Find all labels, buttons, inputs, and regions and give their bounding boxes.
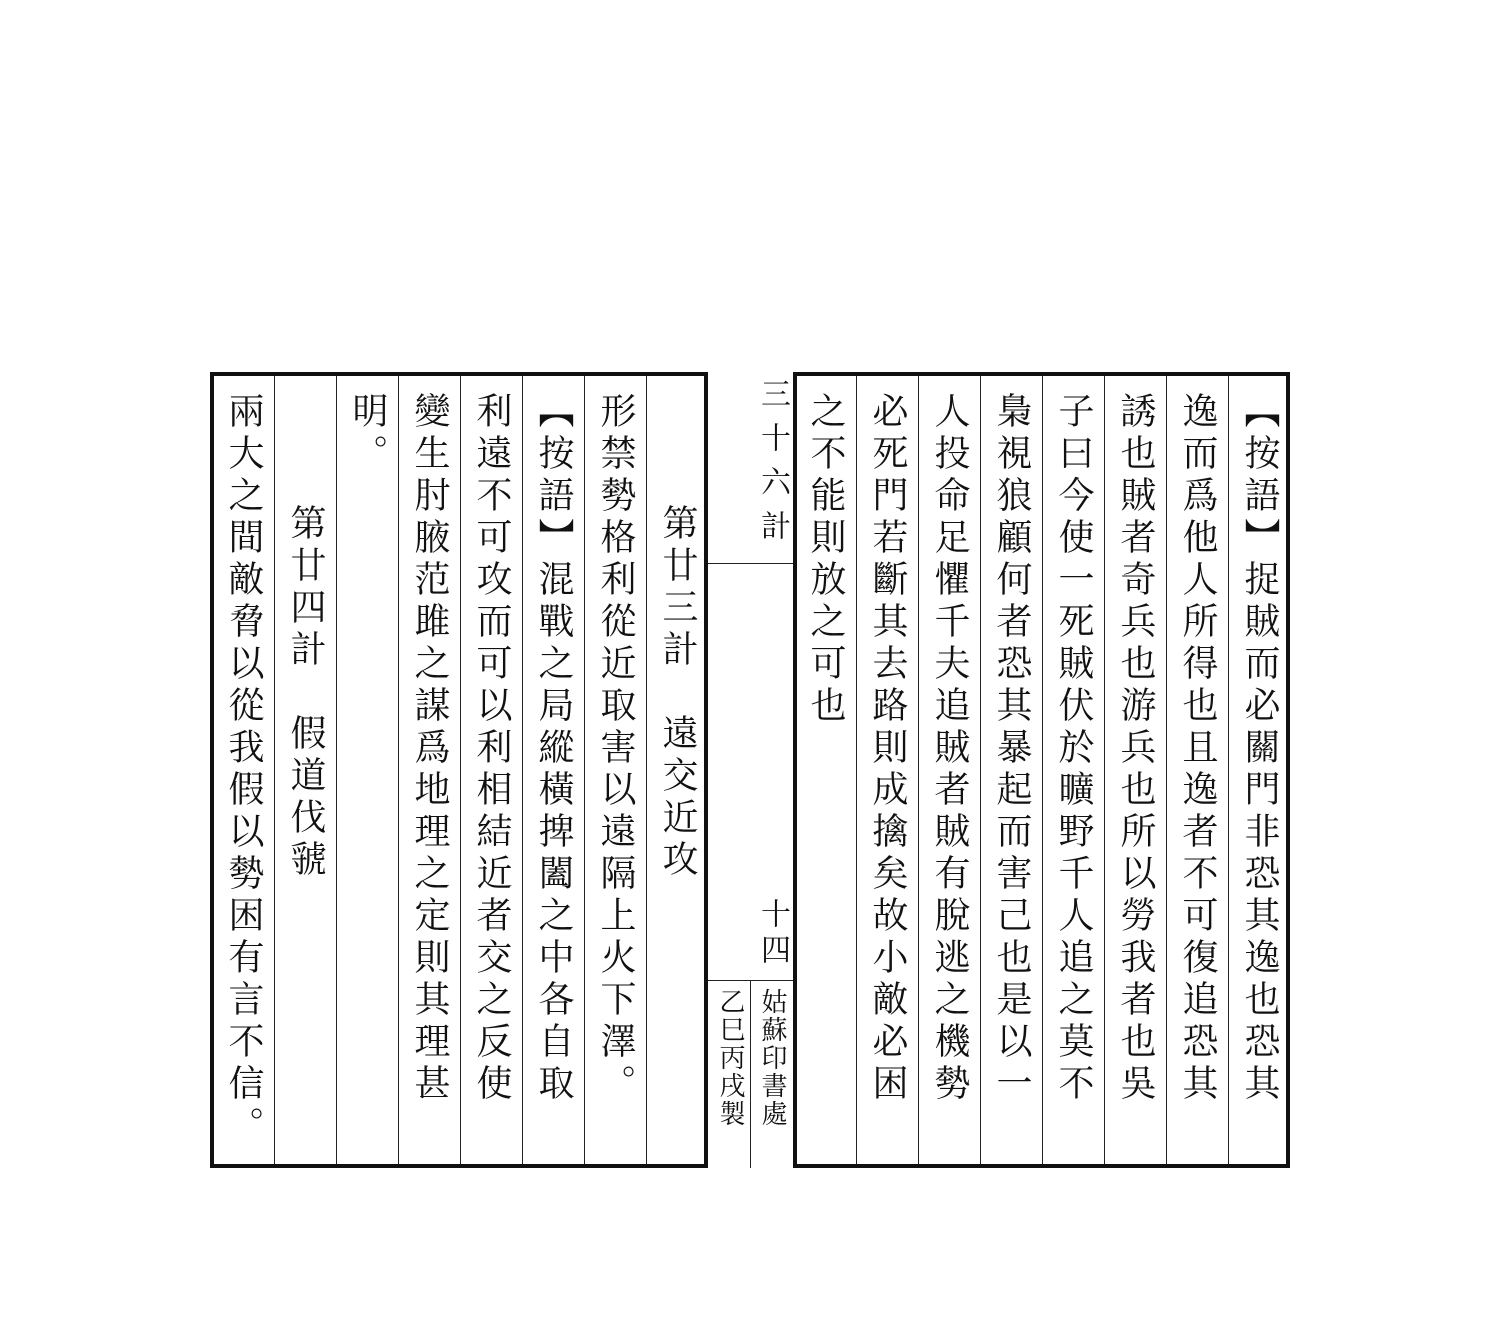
text-line: 變生肘腋范雎之謀爲地理之定則其理甚 [409, 392, 450, 1106]
text-line: 【按語】混戰之局縱橫捭闔之中各自取 [533, 392, 574, 1106]
edition: 乙巳丙戌製 [715, 988, 745, 1128]
text-column [460, 376, 522, 1164]
text-column [1166, 376, 1228, 1164]
text-line: 人投命足懼千夫追賊者賊有脫逃之機勢 [929, 392, 970, 1106]
chapter-heading-23: 第廿三計 遠交近攻 [657, 504, 698, 882]
text-column [980, 376, 1042, 1164]
text-column [1042, 376, 1104, 1164]
text-column [398, 376, 460, 1164]
text-column [1104, 376, 1166, 1164]
text-line: 誘也賊者奇兵也游兵也所以勞我者也吳 [1115, 392, 1156, 1106]
text-column [918, 376, 980, 1164]
text-column [522, 376, 584, 1164]
publisher: 姑蘇印書處 [757, 988, 787, 1128]
text-column [794, 376, 856, 1164]
text-line: 子曰今使一死賊伏於曠野千人追之莫不 [1053, 392, 1094, 1106]
left-page [210, 372, 708, 1168]
text-column [212, 376, 274, 1164]
text-line: 逸而爲他人所得也且逸者不可復追恐其 [1177, 392, 1218, 1106]
text-line: 梟視狼顧何者恐其暴起而害己也是以一 [991, 392, 1032, 1106]
text-line: 必死門若斷其去路則成擒矣故小敵必困 [867, 392, 908, 1106]
text-column [1228, 376, 1290, 1164]
text-column [274, 376, 336, 1164]
text-line: 形禁勢格利從近取害以遠隔上火下澤。 [595, 392, 636, 1106]
book-title: 三十六計 [755, 378, 790, 554]
text-line: 兩大之間敵脅以從我假以勢困有言不信。 [223, 392, 264, 1148]
text-column [584, 376, 646, 1164]
gutter-rule-top [708, 563, 793, 564]
gutter-divider [750, 980, 751, 1168]
text-line: 【按語】捉賊而必關門非恐其逸也恐其 [1239, 392, 1280, 1106]
text-line: 利遠不可攻而可以利相結近者交之反使 [471, 392, 512, 1106]
chapter-heading-24: 第廿四計 假道伐虢 [285, 504, 326, 882]
text-column [646, 376, 708, 1164]
right-page [793, 372, 1290, 1168]
text-line: 之不能則放之可也 [805, 392, 846, 728]
page-number: 十四 [755, 898, 790, 970]
text-column [336, 376, 398, 1164]
text-line: 明。 [347, 392, 388, 476]
text-column [856, 376, 918, 1164]
